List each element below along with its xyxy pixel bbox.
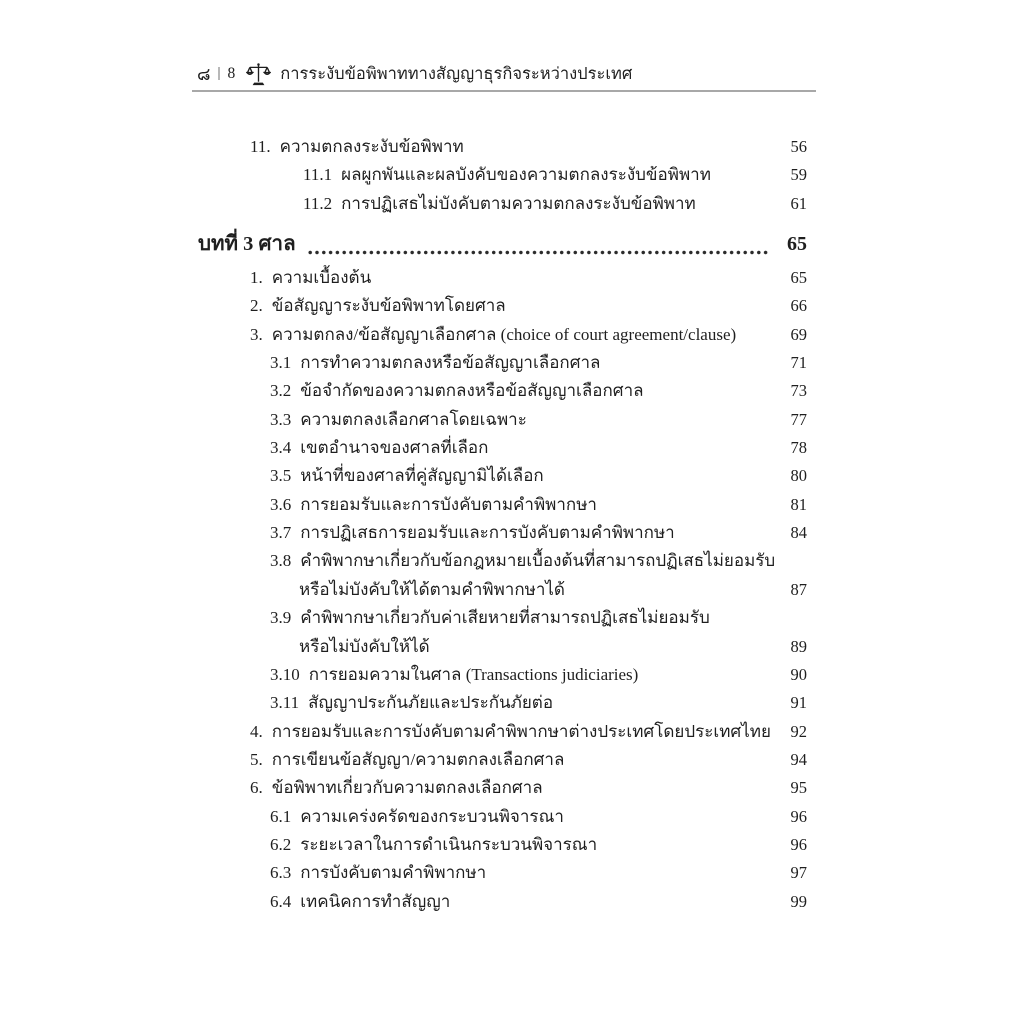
toc-item-title: หน้าที่ของศาลที่คู่สัญญามิได้เลือก xyxy=(300,466,544,486)
toc-row xyxy=(198,888,807,916)
toc-item-title: การยอมความในศาล (Transactions judiciaries) xyxy=(308,664,639,684)
toc-page-number: 96 xyxy=(790,806,807,826)
toc-page-number: 91 xyxy=(790,693,807,713)
toc-row xyxy=(198,859,807,887)
toc-row xyxy=(198,292,807,320)
toc-page-number: 61 xyxy=(790,193,807,213)
toc-page-number: 95 xyxy=(790,778,807,798)
toc-page-number: 92 xyxy=(790,721,807,741)
toc-item-number: 3. xyxy=(250,324,263,344)
toc-page-number: 77 xyxy=(790,409,807,429)
toc-item-number: 3.4 xyxy=(270,438,292,458)
toc-item-number: 1. xyxy=(250,268,263,288)
toc-page-number: 66 xyxy=(790,296,807,316)
toc-item-number: 3.2 xyxy=(270,381,292,401)
toc-item-title: ข้อสัญญาระงับข้อพิพาทโดยศาล xyxy=(271,296,506,316)
scales-of-justice-icon xyxy=(246,62,271,87)
toc-page-number: 78 xyxy=(790,438,807,458)
toc-row xyxy=(198,831,807,859)
toc-item-title: หรือไม่บังคับให้ได้ xyxy=(299,636,430,656)
toc-item-title: ความเคร่งครัดของกระบวนพิจารณา xyxy=(300,806,564,826)
toc-item-number: 3.1 xyxy=(270,353,292,373)
toc-page-number: 97 xyxy=(790,863,807,883)
toc-item-number: 3.7 xyxy=(270,523,292,543)
toc-row xyxy=(198,264,807,292)
toc-item-number: 11.2 xyxy=(303,193,333,213)
toc-item-title: การยอมรับและการบังคับตามคำพิพากษาต่างประเทศโดยประเทศไทย xyxy=(271,721,771,741)
toc-item-title: ความตกลงเลือกศาลโดยเฉพาะ xyxy=(300,409,527,429)
toc-row xyxy=(198,133,807,161)
toc-page-number: 69 xyxy=(790,324,807,344)
toc-item-number: 11.1 xyxy=(303,165,333,185)
toc-row xyxy=(198,349,807,377)
toc-page-number: 94 xyxy=(790,749,807,769)
toc-item-title: เขตอำนาจของศาลที่เลือก xyxy=(300,438,489,458)
toc-item-number: 6.2 xyxy=(270,834,292,854)
toc-item-number: 3.9 xyxy=(270,608,292,628)
page-folio-arabic: 8 xyxy=(227,65,236,82)
dot-leader xyxy=(308,249,769,256)
toc-item-number: 3.6 xyxy=(270,494,292,514)
toc-item-number: 3.3 xyxy=(270,409,292,429)
toc-row xyxy=(198,491,807,519)
toc-item-title: หรือไม่บังคับให้ได้ตามคำพิพากษาได้ xyxy=(299,579,565,599)
toc-item-title: ระยะเวลาในการดำเนินกระบวนพิจารณา xyxy=(300,834,598,854)
toc-page-number: 71 xyxy=(790,353,807,373)
toc-page-number: 56 xyxy=(790,137,807,156)
toc-item-number: 11. xyxy=(250,137,271,156)
toc-item-number: 4. xyxy=(250,721,263,741)
toc-page-number: 87 xyxy=(790,579,807,599)
toc-row xyxy=(198,746,807,774)
toc-row xyxy=(198,406,807,434)
toc-item-number: 6. xyxy=(250,778,263,798)
toc-item-title: คำพิพากษาเกี่ยวกับข้อกฎหมายเบื้องต้นที่สามารถปฏิเสธไม่ยอมรับ xyxy=(300,551,776,571)
toc-row xyxy=(198,321,807,349)
toc-row-continuation xyxy=(198,576,807,604)
toc-chapter-row xyxy=(198,226,807,263)
toc-item-number: 6.3 xyxy=(270,863,292,883)
toc-page-number: 80 xyxy=(790,466,807,486)
toc-row xyxy=(198,547,807,575)
toc-page-number: 90 xyxy=(790,664,807,684)
folio-separator: | xyxy=(217,64,221,81)
toc-row xyxy=(198,190,807,218)
toc-item-title: การยอมรับและการบังคับตามคำพิพากษา xyxy=(300,494,597,514)
toc-item-number: 3.8 xyxy=(270,551,292,571)
toc-item-number: 2. xyxy=(250,296,263,316)
toc-item-title: การเขียนข้อสัญญา/ความตกลงเลือกศาล xyxy=(271,749,565,769)
toc-item-title: การปฏิเสธไม่บังคับตามความตกลงระงับข้อพิพาท xyxy=(341,193,696,213)
toc-row-continuation xyxy=(198,633,807,661)
toc-page-number: 65 xyxy=(790,268,807,288)
toc-row xyxy=(198,604,807,632)
toc-item-title: ความตกลงระงับข้อพิพาท xyxy=(279,137,464,156)
toc-item-title: ความตกลง/ข้อสัญญาเลือกศาล (choice of court agreement/clause) xyxy=(271,324,737,344)
toc-item-title: คำพิพากษาเกี่ยวกับค่าเสียหายที่สามารถปฏิเสธไม่ยอมรับ xyxy=(300,608,710,628)
toc-page-number: 59 xyxy=(790,165,807,185)
page-folio-thai: ๘ xyxy=(197,64,211,84)
page-header xyxy=(192,58,816,92)
toc-row xyxy=(198,718,807,746)
toc-item-title: สัญญาประกันภัยและประกันภัยต่อ xyxy=(308,693,554,713)
toc-item-title: ความเบื้องต้น xyxy=(271,268,372,288)
toc-item-title: ข้อพิพาทเกี่ยวกับความตกลงเลือกศาล xyxy=(271,778,543,798)
toc-list xyxy=(198,133,807,916)
toc-item-number: 3.10 xyxy=(270,664,300,684)
toc-page-number: 99 xyxy=(790,891,807,911)
toc-chapter-title: บทที่ 3 ศาล xyxy=(198,233,296,256)
toc-item-title: ข้อจำกัดของความตกลงหรือข้อสัญญาเลือกศาล xyxy=(300,381,644,401)
toc-page-number: 81 xyxy=(790,494,807,514)
toc-page-number: 89 xyxy=(790,636,807,656)
toc-page-number: 96 xyxy=(790,834,807,854)
running-title: การระงับข้อพิพาททางสัญญาธุรกิจระหว่างประเทศ xyxy=(280,64,633,83)
toc-item-title: เทคนิคการทำสัญญา xyxy=(300,891,451,911)
toc-item-number: 3.11 xyxy=(270,693,300,713)
toc-row xyxy=(198,161,807,189)
toc-item-number: 6.1 xyxy=(270,806,292,826)
toc-row xyxy=(198,434,807,462)
toc-row xyxy=(198,377,807,405)
toc-item-number: 3.5 xyxy=(270,466,292,486)
toc-item-number: 6.4 xyxy=(270,891,292,911)
toc-page-number: 84 xyxy=(790,523,807,543)
toc-row xyxy=(198,661,807,689)
toc-row xyxy=(198,462,807,490)
toc-row xyxy=(198,803,807,831)
toc-item-number: 5. xyxy=(250,749,263,769)
toc-row xyxy=(198,519,807,547)
toc-item-title: ผลผูกพันและผลบังคับของความตกลงระงับข้อพิพาท xyxy=(341,165,711,185)
toc-row xyxy=(198,774,807,802)
toc-item-title: การบังคับตามคำพิพากษา xyxy=(300,863,487,883)
toc-item-title: การทำความตกลงหรือข้อสัญญาเลือกศาล xyxy=(300,353,601,373)
toc-page-number: 73 xyxy=(790,381,807,401)
toc-row xyxy=(198,689,807,717)
toc-page-number: 65 xyxy=(787,233,807,256)
toc-item-title: การปฏิเสธการยอมรับและการบังคับตามคำพิพากษา xyxy=(300,523,675,543)
